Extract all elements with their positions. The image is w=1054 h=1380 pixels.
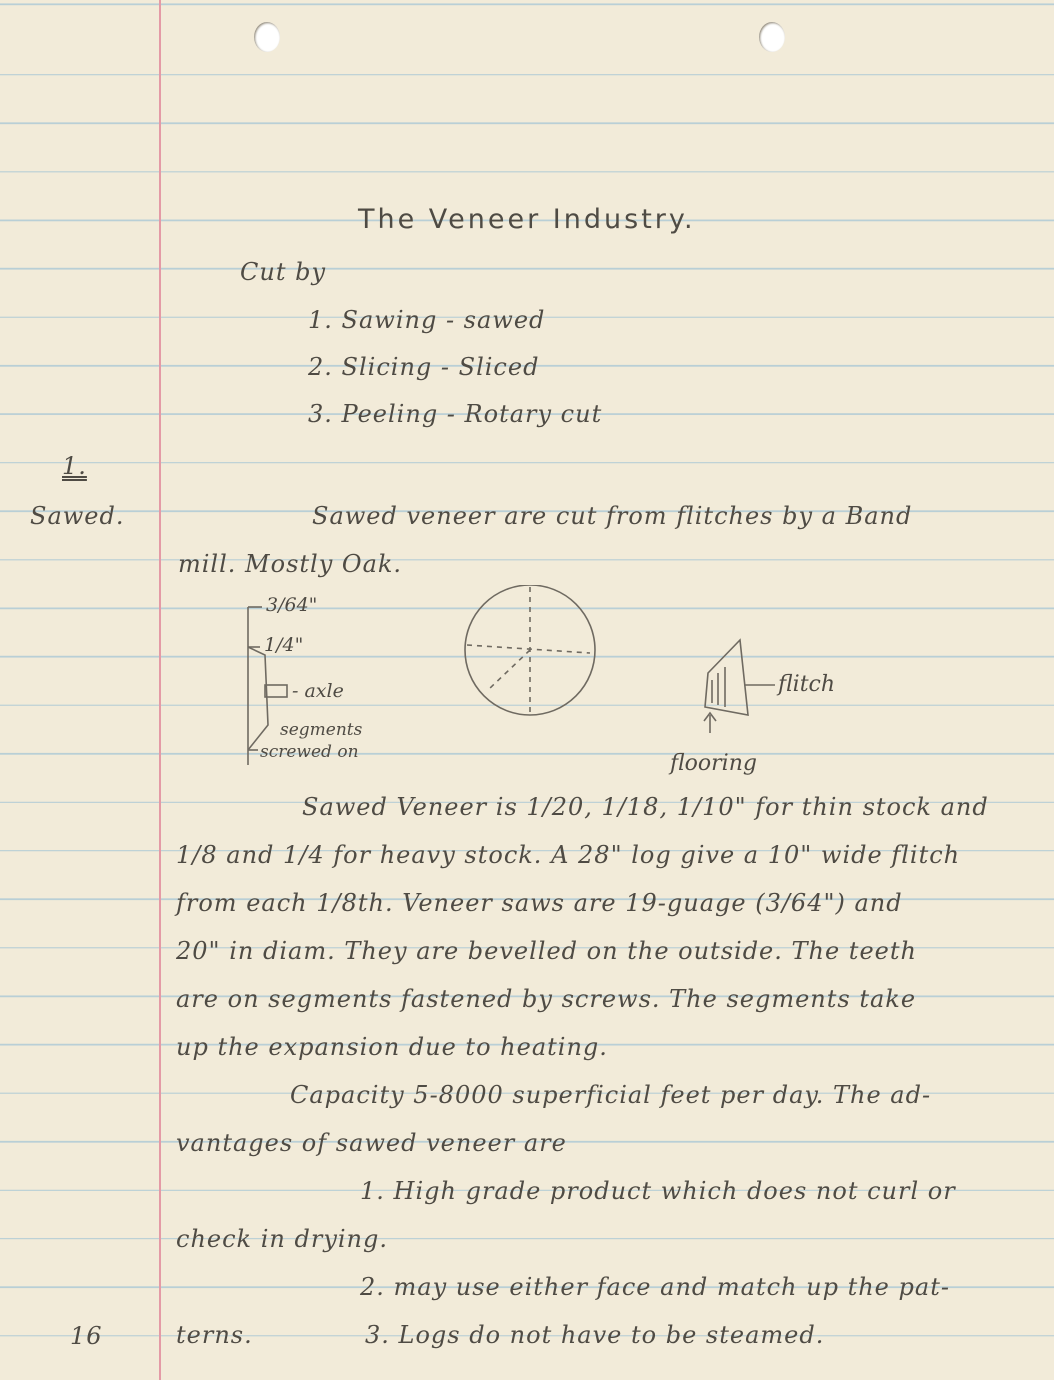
- flitch-label: flitch: [778, 672, 836, 697]
- intro-text: Cut by: [240, 258, 327, 286]
- method-item: 3. Peeling - Rotary cut: [308, 400, 603, 428]
- body-line: mill. Mostly Oak.: [178, 550, 403, 578]
- screwed-on-label: screwed on: [260, 742, 359, 762]
- segments-label: segments: [280, 720, 363, 740]
- flooring-label: flooring: [670, 751, 757, 776]
- list-item: 3. Logs do not have to be steamed.: [365, 1321, 825, 1349]
- list-item: 1. High grade product which does not curl or: [360, 1177, 956, 1205]
- list-item: check in drying.: [176, 1225, 388, 1253]
- body-line: up the expansion due to heating.: [176, 1033, 608, 1061]
- method-item: 1. Sawing - sawed: [308, 306, 546, 334]
- body-line: 1/8 and 1/4 for heavy stock. A 28" log give a 10" wide flitch: [176, 841, 961, 869]
- body-line: Capacity 5-8000 superficial feet per day. The ad-: [290, 1081, 932, 1109]
- thickness-label: 3/64": [266, 594, 318, 616]
- list-item: terns.: [176, 1321, 253, 1349]
- punch-hole-left: [254, 22, 280, 52]
- method-item: 2. Slicing - Sliced: [308, 353, 540, 381]
- list-item: 2. may use either face and match up the pat-: [360, 1273, 950, 1301]
- page-number: 16: [70, 1322, 103, 1350]
- body-line: are on segments fastened by screws. The segments take: [176, 985, 917, 1013]
- punch-hole-right: [759, 22, 785, 52]
- margin-number: 1.: [62, 452, 87, 480]
- body-line: from each 1/8th. Veneer saws are 19-guage (3/64") and: [176, 889, 903, 917]
- page-title: The Veneer Industry.: [358, 204, 696, 235]
- axle-label: - axle: [292, 680, 344, 702]
- margin-label: Sawed.: [30, 502, 125, 530]
- body-line: vantages of sawed veneer are: [176, 1129, 567, 1157]
- thickness-label: 1/4": [264, 634, 304, 656]
- saw-diagram: [230, 585, 930, 795]
- body-line: 20" in diam. They are bevelled on the outside. The teeth: [176, 937, 917, 965]
- body-line: Sawed Veneer is 1/20, 1/18, 1/10" for thin stock and: [302, 793, 989, 821]
- body-line: Sawed veneer are cut from flitches by a Band: [312, 502, 913, 530]
- margin-line: [159, 0, 161, 1380]
